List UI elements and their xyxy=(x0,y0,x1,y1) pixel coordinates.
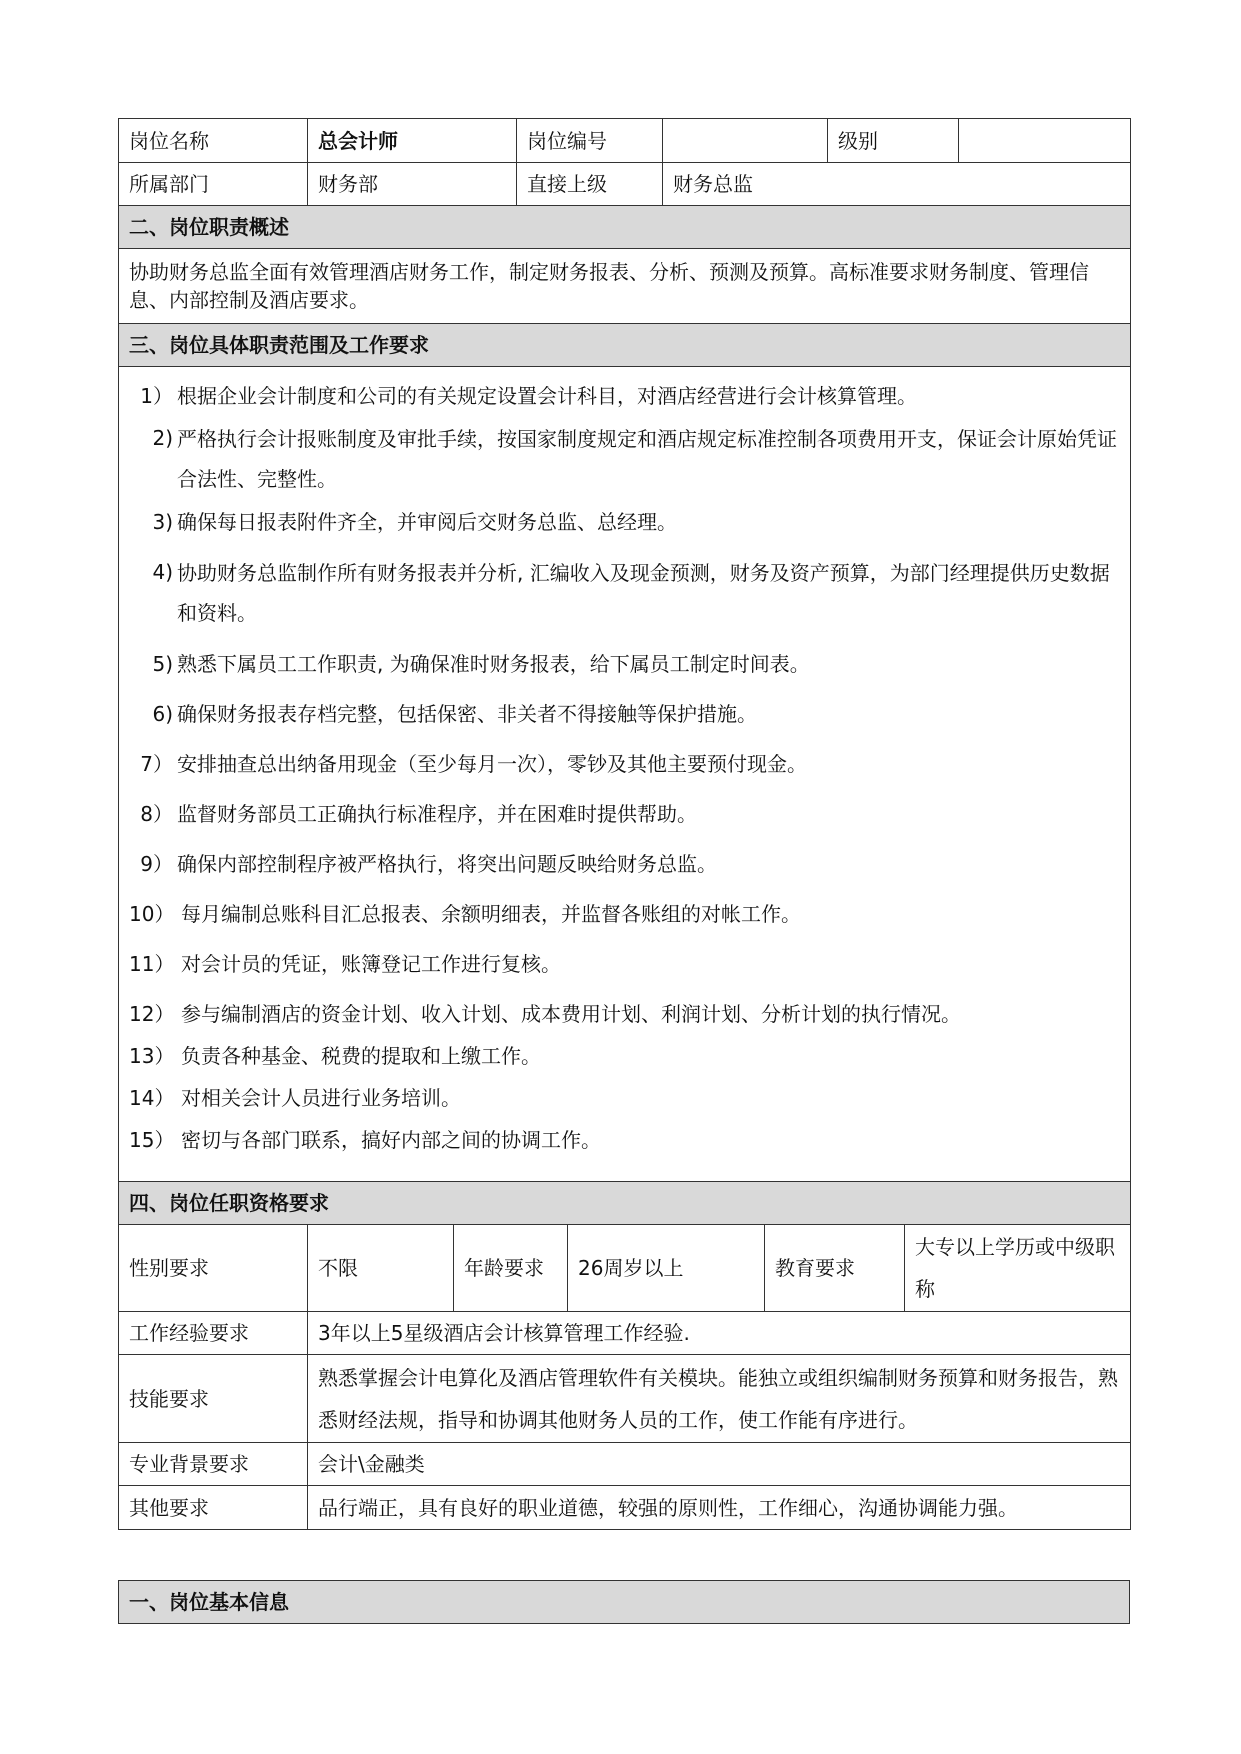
basic-row-1 xyxy=(119,119,1131,163)
list-item: 4) 协助财务总监制作所有财务报表并分析, 汇编收入及现金预测，财务及资产预算，为部门经理提供历史数据和资料。 xyxy=(152,560,1110,625)
skill-row xyxy=(119,1355,1131,1443)
section-2-header xyxy=(119,206,1131,249)
qualification-table xyxy=(118,1224,1131,1530)
basic-row-2 xyxy=(119,163,1131,206)
edu-value: 大专以上学历或中级职称 xyxy=(905,1225,1131,1312)
dept-label: 所属部门 xyxy=(119,163,308,206)
edu-label: 教育要求 xyxy=(765,1225,905,1312)
list-item: 3) 确保每日报表附件齐全，并审阅后交财务总监、总经理。 xyxy=(152,510,677,534)
list-item: 7） 安排抽查总出纳备用现金（至少每月一次），零钞及其他主要预付现金。 xyxy=(140,752,807,776)
list-item: 14） 对相关会计人员进行业务培训。 xyxy=(129,1086,461,1110)
responsibility-list xyxy=(119,367,1131,1182)
age-label: 年龄要求 xyxy=(454,1225,568,1312)
other-value: 品行端正，具有良好的职业道德，较强的原则性，工作细心，沟通协调能力强。 xyxy=(308,1486,1131,1530)
major-row xyxy=(119,1443,1131,1486)
post-name-label: 岗位名称 xyxy=(119,119,308,163)
section-3-header xyxy=(119,324,1131,367)
gender-value: 不限 xyxy=(308,1225,454,1312)
age-value: 26周岁以上 xyxy=(568,1225,765,1312)
level-value xyxy=(959,119,1131,163)
major-value: 会计\金融类 xyxy=(308,1443,1131,1486)
list-item: 8） 监督财务部员工正确执行标准程序，并在困难时提供帮助。 xyxy=(140,802,697,826)
list-item: 9） 确保内部控制程序被严格执行，将突出问题反映给财务总监。 xyxy=(140,852,717,876)
post-name-value: 总会计师 xyxy=(308,119,517,163)
section-3-title: 三、岗位具体职责范围及工作要求 xyxy=(119,324,1131,367)
other-label: 其他要求 xyxy=(119,1486,308,1530)
list-item: 2) 严格执行会计报账制度及审批手续，按国家制度规定和酒店规定标准控制各项费用开支，保证会计原始凭证合法性、完整性。 xyxy=(152,426,1117,491)
duty-summary: 协助财务总监全面有效管理酒店财务工作，制定财务报表、分析、预测及预算。高标准要求财务制度、管理信息、内部控制及酒店要求。 xyxy=(119,249,1131,324)
basic-requirements-row xyxy=(119,1225,1131,1312)
experience-row xyxy=(119,1312,1131,1355)
superior-value: 财务总监 xyxy=(663,163,1131,206)
list-item: 10） 每月编制总账科目汇总报表、余额明细表，并监督各账组的对帐工作。 xyxy=(129,902,801,926)
other-row xyxy=(119,1486,1131,1530)
list-item: 12） 参与编制酒店的资金计划、收入计划、成本费用计划、利润计划、分析计划的执行情况。 xyxy=(129,1002,961,1026)
level-label: 级别 xyxy=(828,119,959,163)
superior-label: 直接上级 xyxy=(517,163,663,206)
dept-value: 财务部 xyxy=(308,163,517,206)
skill-value: 熟悉掌握会计电算化及酒店管理软件有关模块。能独立或组织编制财务预算和财务报告，熟悉财经法规，指导和协调其他财务人员的工作，使工作能有序进行。 xyxy=(308,1355,1131,1443)
section-3-body xyxy=(119,367,1131,1182)
list-item: 15） 密切与各部门联系，搞好内部之间的协调工作。 xyxy=(129,1128,601,1152)
list-item: 6) 确保财务报表存档完整，包括保密、非关者不得接触等保护措施。 xyxy=(152,702,757,726)
exp-value: 3年以上5星级酒店会计核算管理工作经验. xyxy=(308,1312,1131,1355)
list-item: 11） 对会计员的凭证，账簿登记工作进行复核。 xyxy=(129,952,561,976)
exp-label: 工作经验要求 xyxy=(119,1312,308,1355)
list-item: 1） 根据企业会计制度和公司的有关规定设置会计科目，对酒店经营进行会计核算管理。 xyxy=(140,384,917,408)
section-2-title: 二、岗位职责概述 xyxy=(119,206,1131,249)
post-no-value xyxy=(663,119,828,163)
section-2-body xyxy=(119,249,1131,324)
section-4-header xyxy=(119,1182,1131,1225)
major-label: 专业背景要求 xyxy=(119,1443,308,1486)
job-description-table xyxy=(118,118,1131,1225)
section-1-title: 一、岗位基本信息 xyxy=(119,1581,1130,1624)
section-4-title: 四、岗位任职资格要求 xyxy=(119,1182,1131,1225)
list-item: 5) 熟悉下属员工工作职责, 为确保准时财务报表，给下属员工制定时间表。 xyxy=(152,652,810,676)
section-1-header xyxy=(119,1581,1130,1624)
basic-info-table xyxy=(118,1580,1130,1624)
gender-label: 性别要求 xyxy=(119,1225,308,1312)
job-description-page xyxy=(118,118,1130,1624)
post-no-label: 岗位编号 xyxy=(517,119,663,163)
list-item: 13） 负责各种基金、税费的提取和上缴工作。 xyxy=(129,1044,541,1068)
skill-label: 技能要求 xyxy=(119,1355,308,1443)
